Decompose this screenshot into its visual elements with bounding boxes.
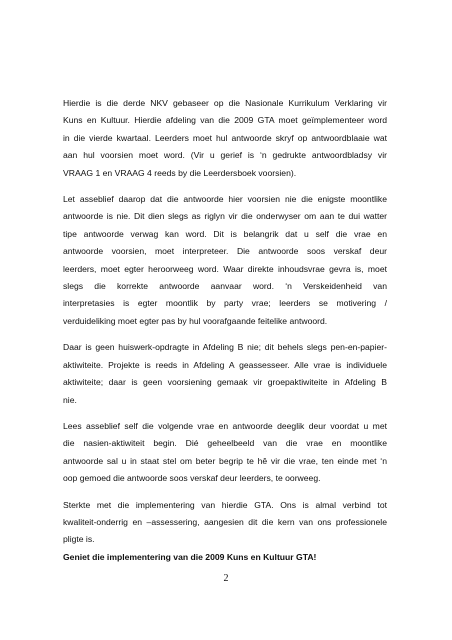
text-line: Let asseblief daarop dat die antwoorde hier voorsien nie die enigste moontlike	[63, 194, 387, 205]
text-line: in die vierde kwartaal. Leerders moet hul antwoorde skryf op antwoordblaaie wat	[63, 132, 387, 143]
text-line: verduideliking moet egter pas by hul voorafgaande feitelike antwoord.	[63, 315, 328, 326]
text-line: VRAAG 1 en VRAAG 4 reeds by die Leerdersboek voorsien).	[63, 167, 297, 178]
text-line: antwoorde voorsien, moet interpreteer. Die antwoorde soos verskaf deur	[63, 246, 387, 257]
text-line: leerders, moet egter heroorweeg word. Waar direkte inhoudsvrae gevra is, moet	[63, 263, 387, 274]
text-line: antwoorde is nie. Dit dien slegs as riglyn vir die onderwyser om aan te dui watter	[63, 211, 387, 222]
paragraph-answers-guideline	[63, 191, 387, 330]
text-line: die nasien-aktiwiteit begin. Dié geheelbeeld van die vrae en moontlike	[63, 438, 387, 449]
text-line: aktiwiteite; daar is geen voorsiening gemaak vir groepaktiwiteite in Afdeling B	[63, 377, 387, 388]
closing-text: Geniet die implementering van die 2009 Kuns en Kultuur GTA!	[63, 551, 317, 562]
text-line: Hierdie is die derde NKV gebaseer op die Nasionale Kurrikulum Verklaring vir	[63, 98, 387, 108]
text-line: kwaliteit-onderrig en –assessering, aangesien dit die kern van ons professionele	[63, 516, 387, 527]
text-line: Lees asseblief self die volgende vrae en antwoorde deeglik deur voordat u met	[63, 420, 387, 431]
page-number: 2	[223, 573, 229, 584]
text-line: antwoorde sal u in staat stel om beter begrip te hê vir die vrae, ten einde met ‘n	[63, 455, 387, 466]
text-line: pligte is.	[63, 534, 95, 545]
body-text	[63, 95, 387, 575]
closing-statement	[63, 549, 387, 566]
paragraph-homework	[63, 339, 387, 409]
paragraph-introduction	[63, 95, 387, 182]
text-line: Kuns en Kultuur. Hierdie afdeling van die 2009 GTA moet geïmplementeer word	[63, 115, 387, 126]
text-line: aan hul voorsien moet word. (Vir u gerief is ‘n gedrukte antwoordbladsy vir	[63, 150, 387, 161]
text-line: tipe antwoorde verwag kan word. Dit is belangrik dat u self die vrae en	[63, 228, 387, 239]
text-line: interpretasies is egter moontlik by party vrae; leerders se motivering /	[63, 298, 387, 309]
text-line: slegs die korrekte antwoorde aanvaar word. ‘n Verskeidenheid van	[63, 281, 387, 292]
text-line: Daar is geen huiswerk-opdragte in Afdeling B nie; dit behels slegs pen-en-papier-	[63, 342, 387, 353]
text-line: oop gemoed die antwoorde soos verskaf deur leerders, te oorweeg.	[63, 473, 321, 484]
paragraph-good-luck	[63, 497, 387, 549]
text-line: nie.	[63, 394, 77, 405]
text-line: aktiwiteite. Projekte is reeds in Afdeling A geassesseer. Alle vrae is individuele	[63, 359, 387, 370]
text-line: Sterkte met die implementering van hierdie GTA. Ons is almal verbind tot	[63, 499, 387, 510]
paragraph-read-first	[63, 418, 387, 488]
